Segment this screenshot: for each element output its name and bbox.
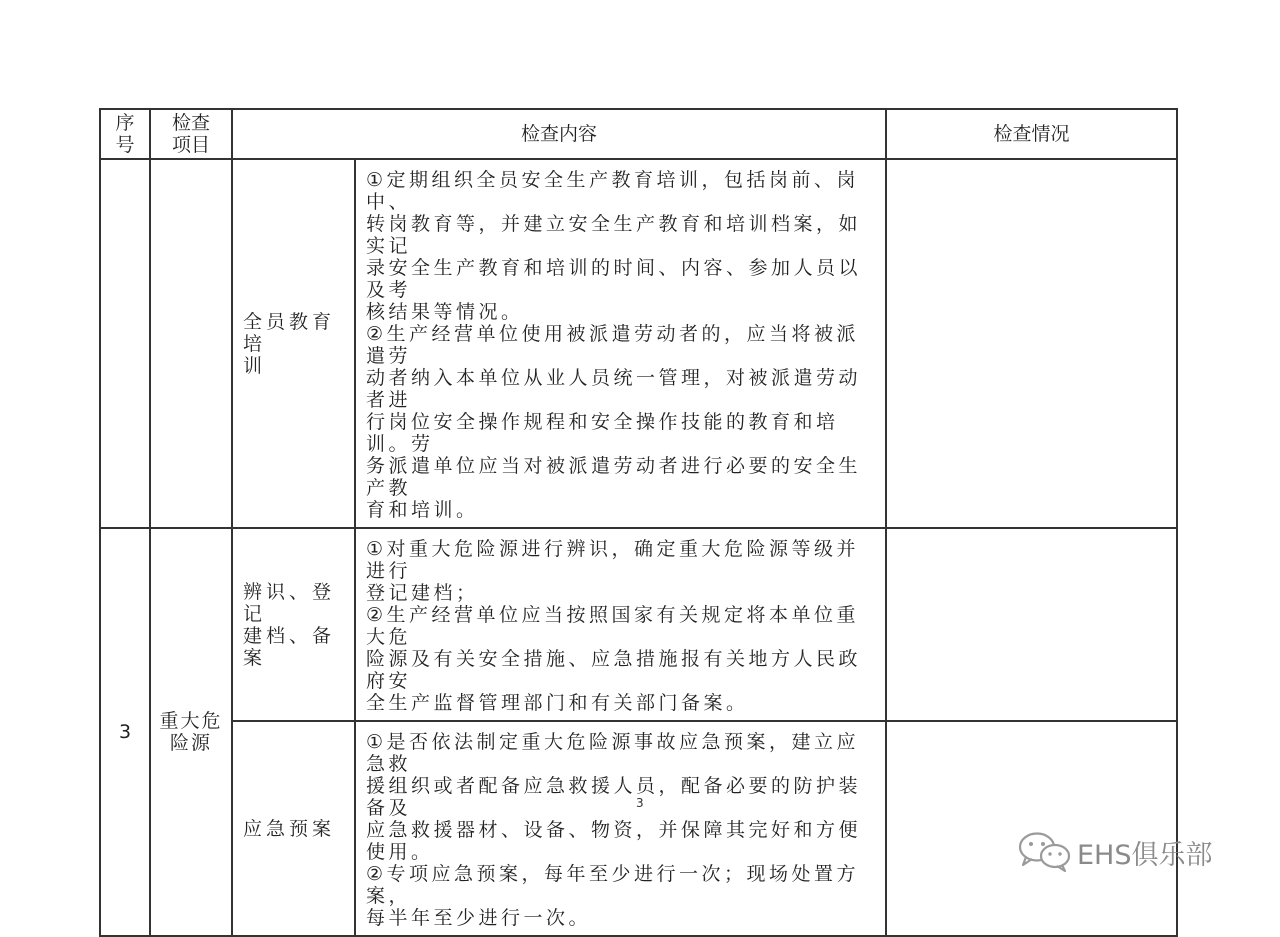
seq-cell [100,159,150,528]
subitem-cell: 全员教育培 训 [232,159,355,528]
status-cell[interactable] [886,528,1177,721]
content-cell: ①对重大危险源进行辨识，确定重大危险源等级并进行 登记建档； ②生产经营单位应当按照国家有关规定将本单位重大危 险源及有关安全措施、应急措施报有关地方人民政府安 全生产监督管理部门和有关部门备案。 [355,528,886,721]
header-item: 检查 项目 [150,109,232,159]
wechat-icon [1017,830,1073,874]
subitem-cell: 辨识、登记 建档、备案 [232,528,355,721]
content-cell: ①是否依法制定重大危险源事故应急预案，建立应急救 援组织或者配备应急救援人员，配备必要的防护装备及 应急救援器材、设备、物资，并保障其完好和方便使用。 ②专项应急预案，每年至少进行一次；现场处置方案， 每半年至少进行一次。 [355,721,886,936]
header-row [100,109,1177,159]
content-cell: ①定期组织全员安全生产教育培训，包括岗前、岗中、 转岗教育等，并建立安全生产教育和培训档案，如实记 录安全生产教育和培训的时间、内容、参加人员以及考 核结果等情况。 ②生产经营单位使用被派遣劳动者的，应当将被派遣劳 动者纳入本单位从业人员统一管理，对被派遣劳动者进 行岗位安全操作规程和安全操作技能的教育和培训。劳 务派遣单位应当对被派遣劳动者进行必要的安全生产教 育和培训。 [355,159,886,528]
inspection-table [99,108,1178,937]
header-seq: 序 号 [100,109,150,159]
header-content: 检查内容 [232,109,886,159]
watermark-text: EHS俱乐部 [1077,839,1213,871]
seq-cell: 3 [100,528,150,936]
status-cell[interactable] [886,159,1177,528]
category-cell [150,159,232,528]
header-status: 检查情况 [886,109,1177,159]
category-cell: 重大危 险源 [150,528,232,936]
table-row [100,721,1177,936]
status-cell[interactable] [886,721,1177,936]
subitem-cell: 应急预案 [232,721,355,936]
table-row [100,528,1177,721]
table-row [100,159,1177,528]
page-number: 3 [636,796,644,810]
watermark [1017,830,1213,874]
